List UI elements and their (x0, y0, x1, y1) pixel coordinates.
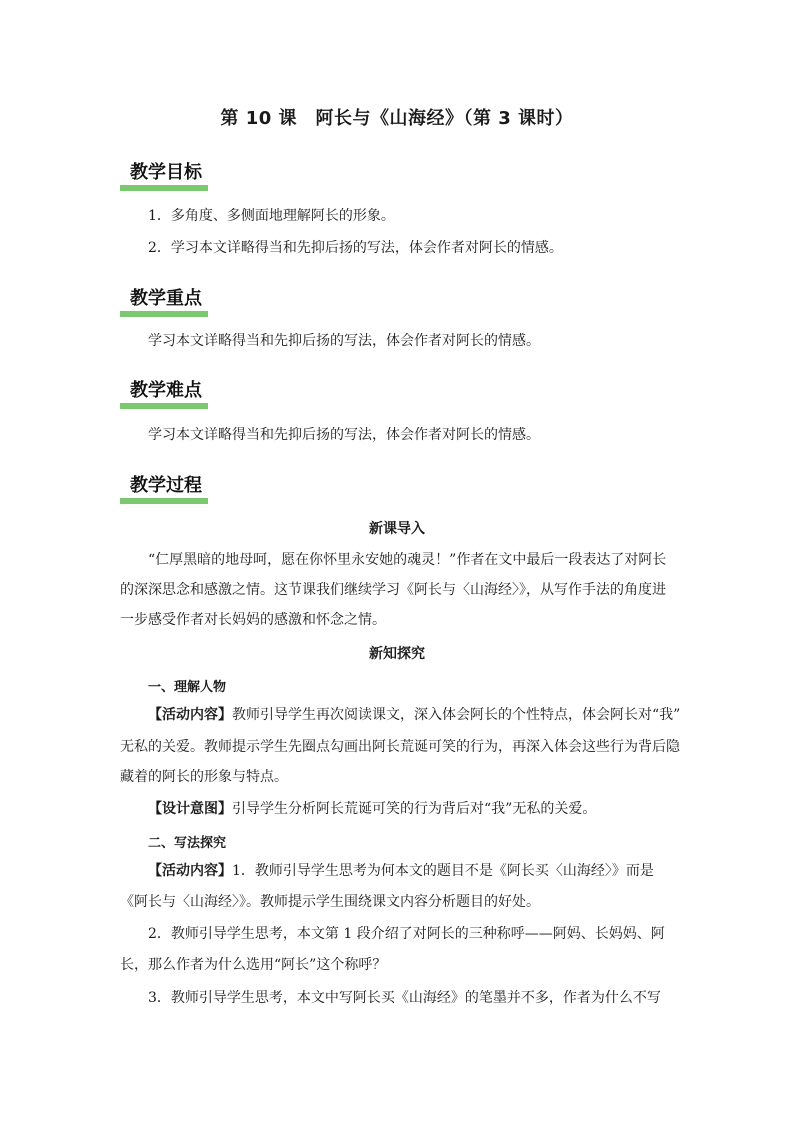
heading-text: 教学过程 (130, 475, 202, 496)
intro-line-3: 一步感受作者对长妈妈的感激和怀念之情。 (120, 612, 386, 628)
difficulties-text: 学习本文详略得当和先抑后扬的写法，体会作者对阿长的情感。 (148, 427, 540, 443)
part1-activity-line-1 (148, 705, 704, 725)
heading-text: 教学重点 (130, 288, 202, 309)
explore-title: 新知探究 (369, 646, 425, 662)
part1-activity-line-2: 无私的关爱。教师提示学生先圈点勾画出阿长荒诞可笑的行为，再深入体会这些行为背后隐 (120, 739, 680, 755)
part2-line-4: 长，那么作者为什么选用“阿长”这个称呼？ (120, 957, 387, 973)
heading-underline (120, 185, 208, 191)
objective-item-2: 2．学习本文详略得当和先抑后扬的写法，体会作者对阿长的情感。 (148, 240, 563, 256)
design-label: 【设计意图】 (148, 801, 232, 817)
activity-label: 【活动内容】 (148, 863, 232, 879)
key-points-text: 学习本文详略得当和先抑后扬的写法，体会作者对阿长的情感。 (148, 333, 540, 349)
activity-label: 【活动内容】 (148, 707, 232, 723)
heading-underline (120, 403, 208, 409)
section-heading-process (120, 474, 208, 500)
intro-title: 新课导入 (369, 521, 425, 537)
heading-text: 教学目标 (130, 162, 202, 183)
part2-line-3: 2．教师引导学生思考，本文第 1 段介绍了对阿长的三种称呼——阿妈、长妈妈、阿 (148, 926, 665, 942)
page-title: 第 10 课 阿长与《山海经》（第 3 课时） (220, 108, 574, 129)
design-text: 引导学生分析阿长荒诞可笑的行为背后对“我”无私的关爱。 (232, 801, 597, 817)
part2-line-1 (148, 861, 704, 881)
intro-line-1: “仁厚黑暗的地母呵，愿在你怀里永安她的魂灵！”作者在文中最后一段表达了对阿长 (148, 552, 667, 568)
section-heading-difficulties (120, 379, 208, 405)
section-heading-key-points (120, 287, 208, 313)
heading-underline (120, 498, 208, 504)
section-heading-objectives (120, 161, 208, 187)
part2-line-2: 《阿长与〈山海经〉》。教师提示学生围绕课文内容分析题目的好处。 (120, 894, 540, 910)
part1-title: 一、理解人物 (148, 680, 227, 695)
part2-line-5: 3．教师引导学生思考，本文中写阿长买《山海经》的笔墨并不多，作者为什么不写 (148, 990, 661, 1006)
heading-text: 教学难点 (130, 380, 202, 401)
heading-underline (120, 311, 208, 317)
activity-text: 1．教师引导学生思考为何本文的题目不是《阿长买〈山海经〉》而是 (232, 863, 654, 879)
intro-line-2: 的深深思念和感激之情。这节课我们继续学习《阿长与〈山海经〉》，从写作手法的角度进 (120, 582, 666, 598)
part2-title: 二、写法探究 (148, 836, 227, 851)
part1-design-line (148, 799, 704, 819)
objective-item-1: 1．多角度、多侧面地理解阿长的形象。 (148, 208, 395, 224)
activity-text: 教师引导学生再次阅读课文，深入体会阿长的个性特点，体会阿长对“我” (232, 707, 681, 723)
part1-activity-line-3: 藏着的阿长的形象与特点。 (120, 769, 288, 785)
